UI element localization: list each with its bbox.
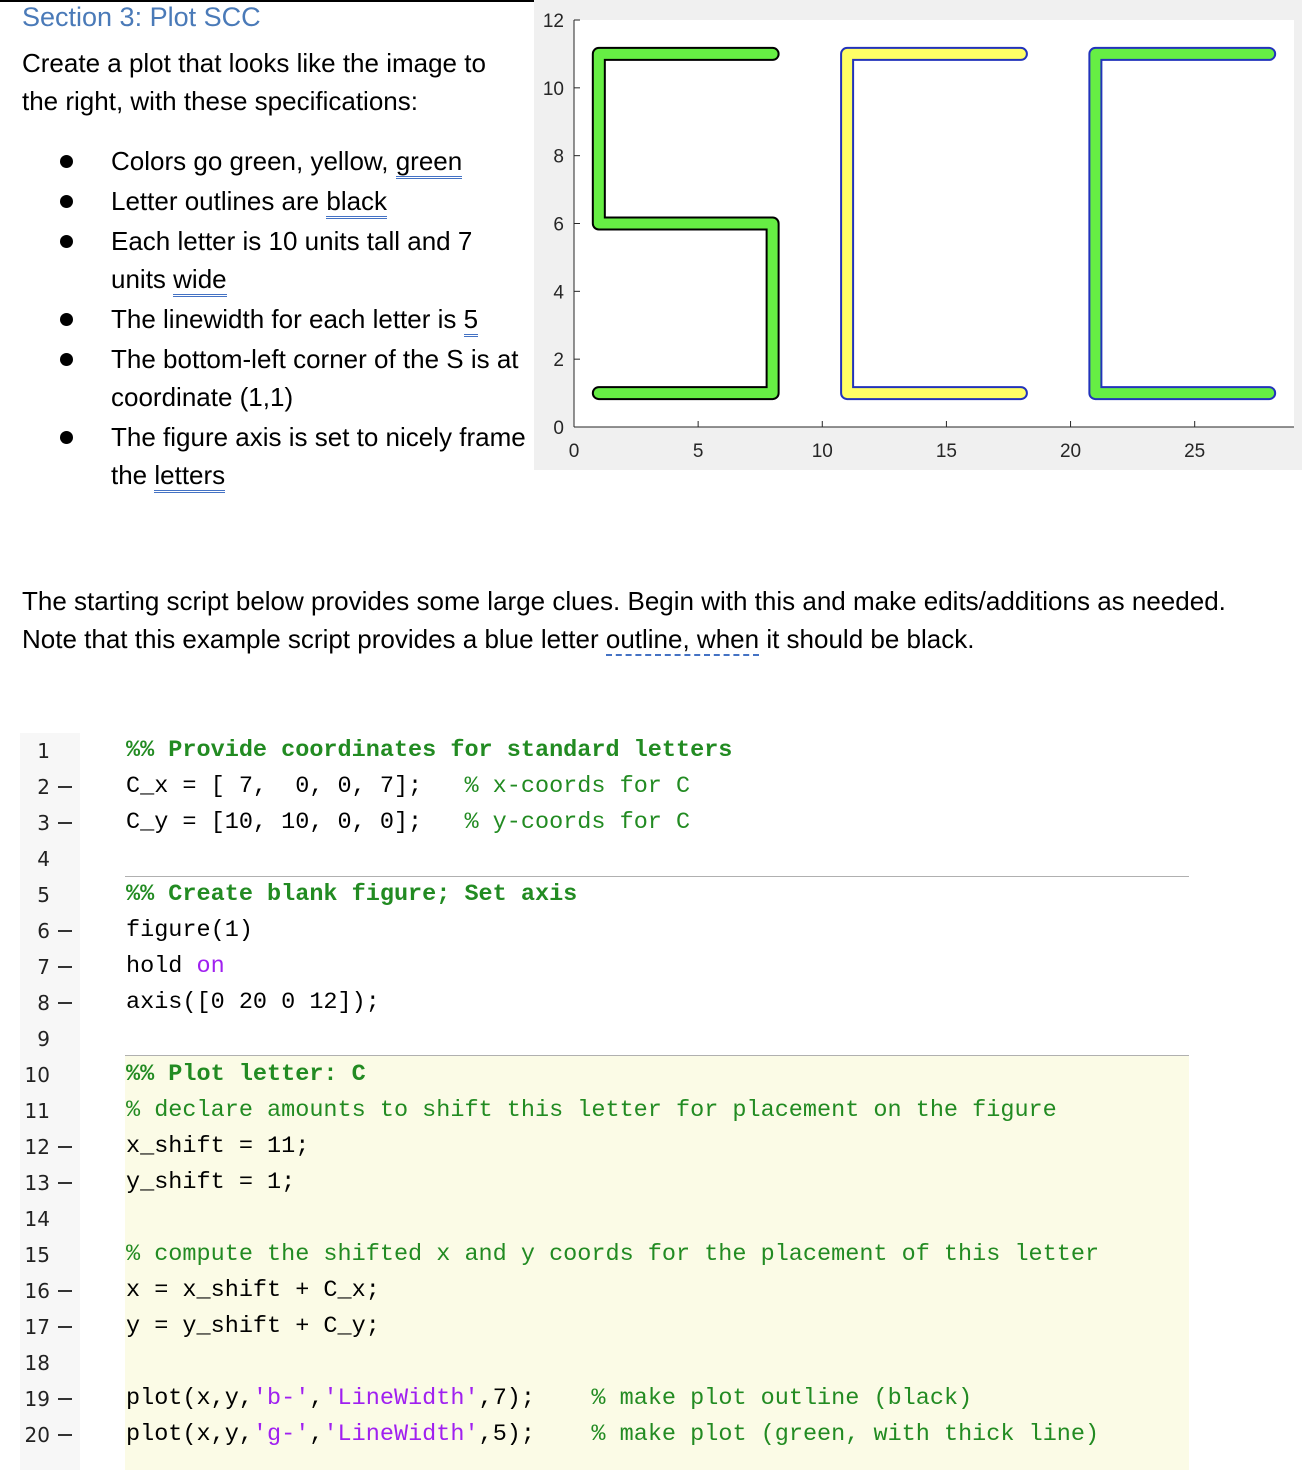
code-token: y = y_shift + C_y;	[126, 1313, 380, 1340]
line-number: 4	[37, 847, 50, 871]
line-number: 2	[37, 775, 50, 799]
code-text	[126, 877, 577, 913]
code-token: ,7);	[478, 1385, 592, 1412]
line-number: 14	[24, 1207, 50, 1231]
line-number: 15	[24, 1243, 50, 1267]
cell-title: %% Plot letter: C	[126, 1061, 366, 1088]
paragraph-end: it should be black.	[759, 624, 975, 654]
line-number: 7	[37, 955, 50, 979]
y-tick-label: 10	[542, 78, 564, 100]
y-tick-label: 2	[553, 350, 564, 372]
code-line[interactable]	[20, 1021, 1302, 1057]
code-token: y_shift = 1;	[126, 1169, 296, 1196]
bullet-dot	[60, 431, 73, 444]
bullet-dot	[60, 155, 73, 168]
code-token: figure(1)	[126, 917, 253, 944]
y-tick-label: 4	[553, 282, 564, 304]
paragraph-text: The starting script below provides some large clues. Begin with this and make edits/additions as needed. Note that this example script provides a blue letter	[22, 586, 1226, 654]
cell-title: %% Create blank figure; Set axis	[126, 881, 578, 908]
code-token: x = x_shift + C_x;	[126, 1277, 380, 1304]
bullet-dot	[60, 235, 73, 248]
spec-text: Each letter is 10 units tall and 7 units	[111, 226, 473, 294]
instructions-paragraph	[22, 582, 1262, 658]
code-line[interactable]	[20, 1273, 1302, 1309]
bullet-dot	[60, 313, 73, 326]
x-tick-label: 20	[1059, 441, 1082, 462]
spec-flagged-word: green	[396, 146, 463, 179]
code-token: ,	[309, 1385, 324, 1412]
line-number: 3	[37, 811, 50, 835]
code-text	[126, 1417, 1099, 1453]
spec-list	[60, 142, 530, 496]
plot-canvas	[534, 0, 1302, 470]
code-text	[126, 1057, 366, 1093]
section-title: Section 3: Plot SCC	[22, 2, 261, 32]
line-number: 20	[24, 1423, 50, 1447]
code-line[interactable]	[20, 1129, 1302, 1165]
executable-line-marker[interactable]	[58, 822, 72, 824]
executable-line-marker[interactable]	[58, 1398, 72, 1400]
code-comment: % y-coords for C	[464, 809, 691, 836]
code-comment: % declare amounts to shift this letter for placement on the figure	[126, 1097, 1057, 1124]
code-line[interactable]	[20, 769, 1302, 805]
code-token: C_x = [ 7, 0, 0, 7];	[126, 773, 465, 800]
code-line[interactable]	[20, 877, 1302, 913]
code-line[interactable]	[20, 1417, 1302, 1453]
spec-item	[60, 340, 530, 416]
code-line[interactable]	[20, 1093, 1302, 1129]
code-text	[126, 1273, 380, 1309]
line-number: 13	[24, 1171, 50, 1195]
spec-item	[60, 300, 530, 338]
code-string: 'b-'	[252, 1385, 310, 1412]
line-number: 6	[37, 919, 50, 943]
code-token: ,	[309, 1421, 324, 1448]
code-line[interactable]	[20, 913, 1302, 949]
code-line[interactable]	[20, 985, 1302, 1021]
executable-line-marker[interactable]	[58, 930, 72, 932]
y-tick-label: 6	[553, 214, 564, 236]
code-line[interactable]	[20, 1165, 1302, 1201]
code-text	[126, 985, 380, 1021]
executable-line-marker[interactable]	[58, 1002, 72, 1004]
code-token: x_shift = 11;	[126, 1133, 310, 1160]
line-number: 9	[37, 1027, 50, 1051]
code-token: hold	[126, 953, 197, 980]
code-text	[126, 805, 690, 841]
line-number: 1	[37, 739, 50, 763]
code-text	[126, 913, 253, 949]
executable-line-marker[interactable]	[58, 966, 72, 968]
code-token: ,5);	[478, 1421, 592, 1448]
code-text	[126, 1093, 1057, 1129]
executable-line-marker[interactable]	[58, 1290, 72, 1292]
code-line[interactable]	[20, 1057, 1302, 1093]
code-text	[126, 769, 690, 805]
line-number: 17	[24, 1315, 50, 1339]
code-line[interactable]	[20, 1345, 1302, 1381]
spec-text: The bottom-left corner of the S is at coordinate (1,1)	[111, 344, 519, 412]
code-token: plot(x,y,	[126, 1421, 253, 1448]
executable-line-marker[interactable]	[58, 1146, 72, 1148]
code-text	[126, 1309, 380, 1345]
code-line[interactable]	[20, 1237, 1302, 1273]
x-tick-label: 10	[811, 441, 833, 462]
y-tick-label: 12	[542, 11, 564, 32]
spec-flagged-word: 5	[464, 304, 478, 337]
bullet-dot	[60, 353, 73, 366]
spec-flagged-word: wide	[173, 264, 226, 297]
spec-text: Letter outlines are	[111, 186, 327, 216]
code-text	[126, 1129, 309, 1165]
line-number: 10	[24, 1063, 50, 1087]
spec-item	[60, 142, 530, 180]
bullet-dot	[60, 195, 73, 208]
spec-item	[60, 418, 530, 494]
line-number: 5	[37, 883, 50, 907]
executable-line-marker[interactable]	[58, 1182, 72, 1184]
code-string: 'LineWidth'	[323, 1421, 479, 1448]
code-string: 'g-'	[252, 1421, 310, 1448]
code-text	[126, 1165, 295, 1201]
line-number: 12	[24, 1135, 50, 1159]
spec-text: The figure axis is set to nicely frame the	[111, 422, 526, 490]
code-text	[126, 733, 732, 769]
x-tick-label: 25	[1184, 441, 1206, 462]
code-line[interactable]	[20, 1201, 1302, 1237]
line-number: 16	[24, 1279, 50, 1303]
x-tick-label: 15	[935, 441, 957, 462]
code-line[interactable]	[20, 1381, 1302, 1417]
code-line[interactable]	[20, 733, 1302, 769]
code-token: axis([0 20 0 12]);	[126, 989, 380, 1016]
x-tick-label: 5	[692, 441, 704, 462]
code-text	[126, 1381, 972, 1417]
cell-title: %% Provide coordinates for standard letters	[126, 737, 733, 764]
code-line[interactable]	[20, 949, 1302, 985]
x-tick-label: 0	[568, 441, 580, 462]
code-string: on	[196, 953, 225, 980]
code-token: plot(x,y,	[126, 1385, 253, 1412]
code-comment: % make plot outline (black)	[591, 1385, 973, 1412]
code-string: 'LineWidth'	[323, 1385, 479, 1412]
code-comment: % make plot (green, with thick line)	[591, 1421, 1100, 1448]
code-comment: % x-coords for C	[464, 773, 691, 800]
code-text	[126, 949, 225, 985]
intro-text: Create a plot that looks like the image to the right, with these specifications:	[22, 48, 486, 116]
code-line[interactable]	[20, 805, 1302, 841]
code-editor[interactable]	[20, 733, 1302, 1470]
spec-item	[60, 182, 530, 220]
spec-item	[60, 222, 530, 298]
spec-text: The linewidth for each letter is	[111, 304, 464, 334]
spec-flagged-word: letters	[154, 460, 225, 493]
code-token: C_y = [10, 10, 0, 0];	[126, 809, 465, 836]
code-comment: % compute the shifted x and y coords for the placement of this letter	[126, 1241, 1100, 1268]
executable-line-marker[interactable]	[58, 1434, 72, 1436]
paragraph-flagged-text: outline, when	[605, 624, 760, 654]
executable-line-marker[interactable]	[58, 786, 72, 788]
code-line[interactable]	[20, 841, 1302, 877]
y-tick-label: 8	[553, 146, 564, 168]
spec-text: Colors go green, yellow,	[111, 146, 396, 176]
line-number: 18	[24, 1351, 50, 1375]
scc-plot	[534, 0, 1302, 470]
y-tick-label: 0	[553, 418, 564, 439]
line-number: 19	[24, 1387, 50, 1411]
code-line[interactable]	[20, 1309, 1302, 1345]
line-number: 8	[37, 991, 50, 1015]
code-text	[126, 1237, 1099, 1273]
spec-flagged-word: black	[326, 186, 387, 219]
executable-line-marker[interactable]	[58, 1326, 72, 1328]
line-number: 11	[24, 1099, 50, 1123]
